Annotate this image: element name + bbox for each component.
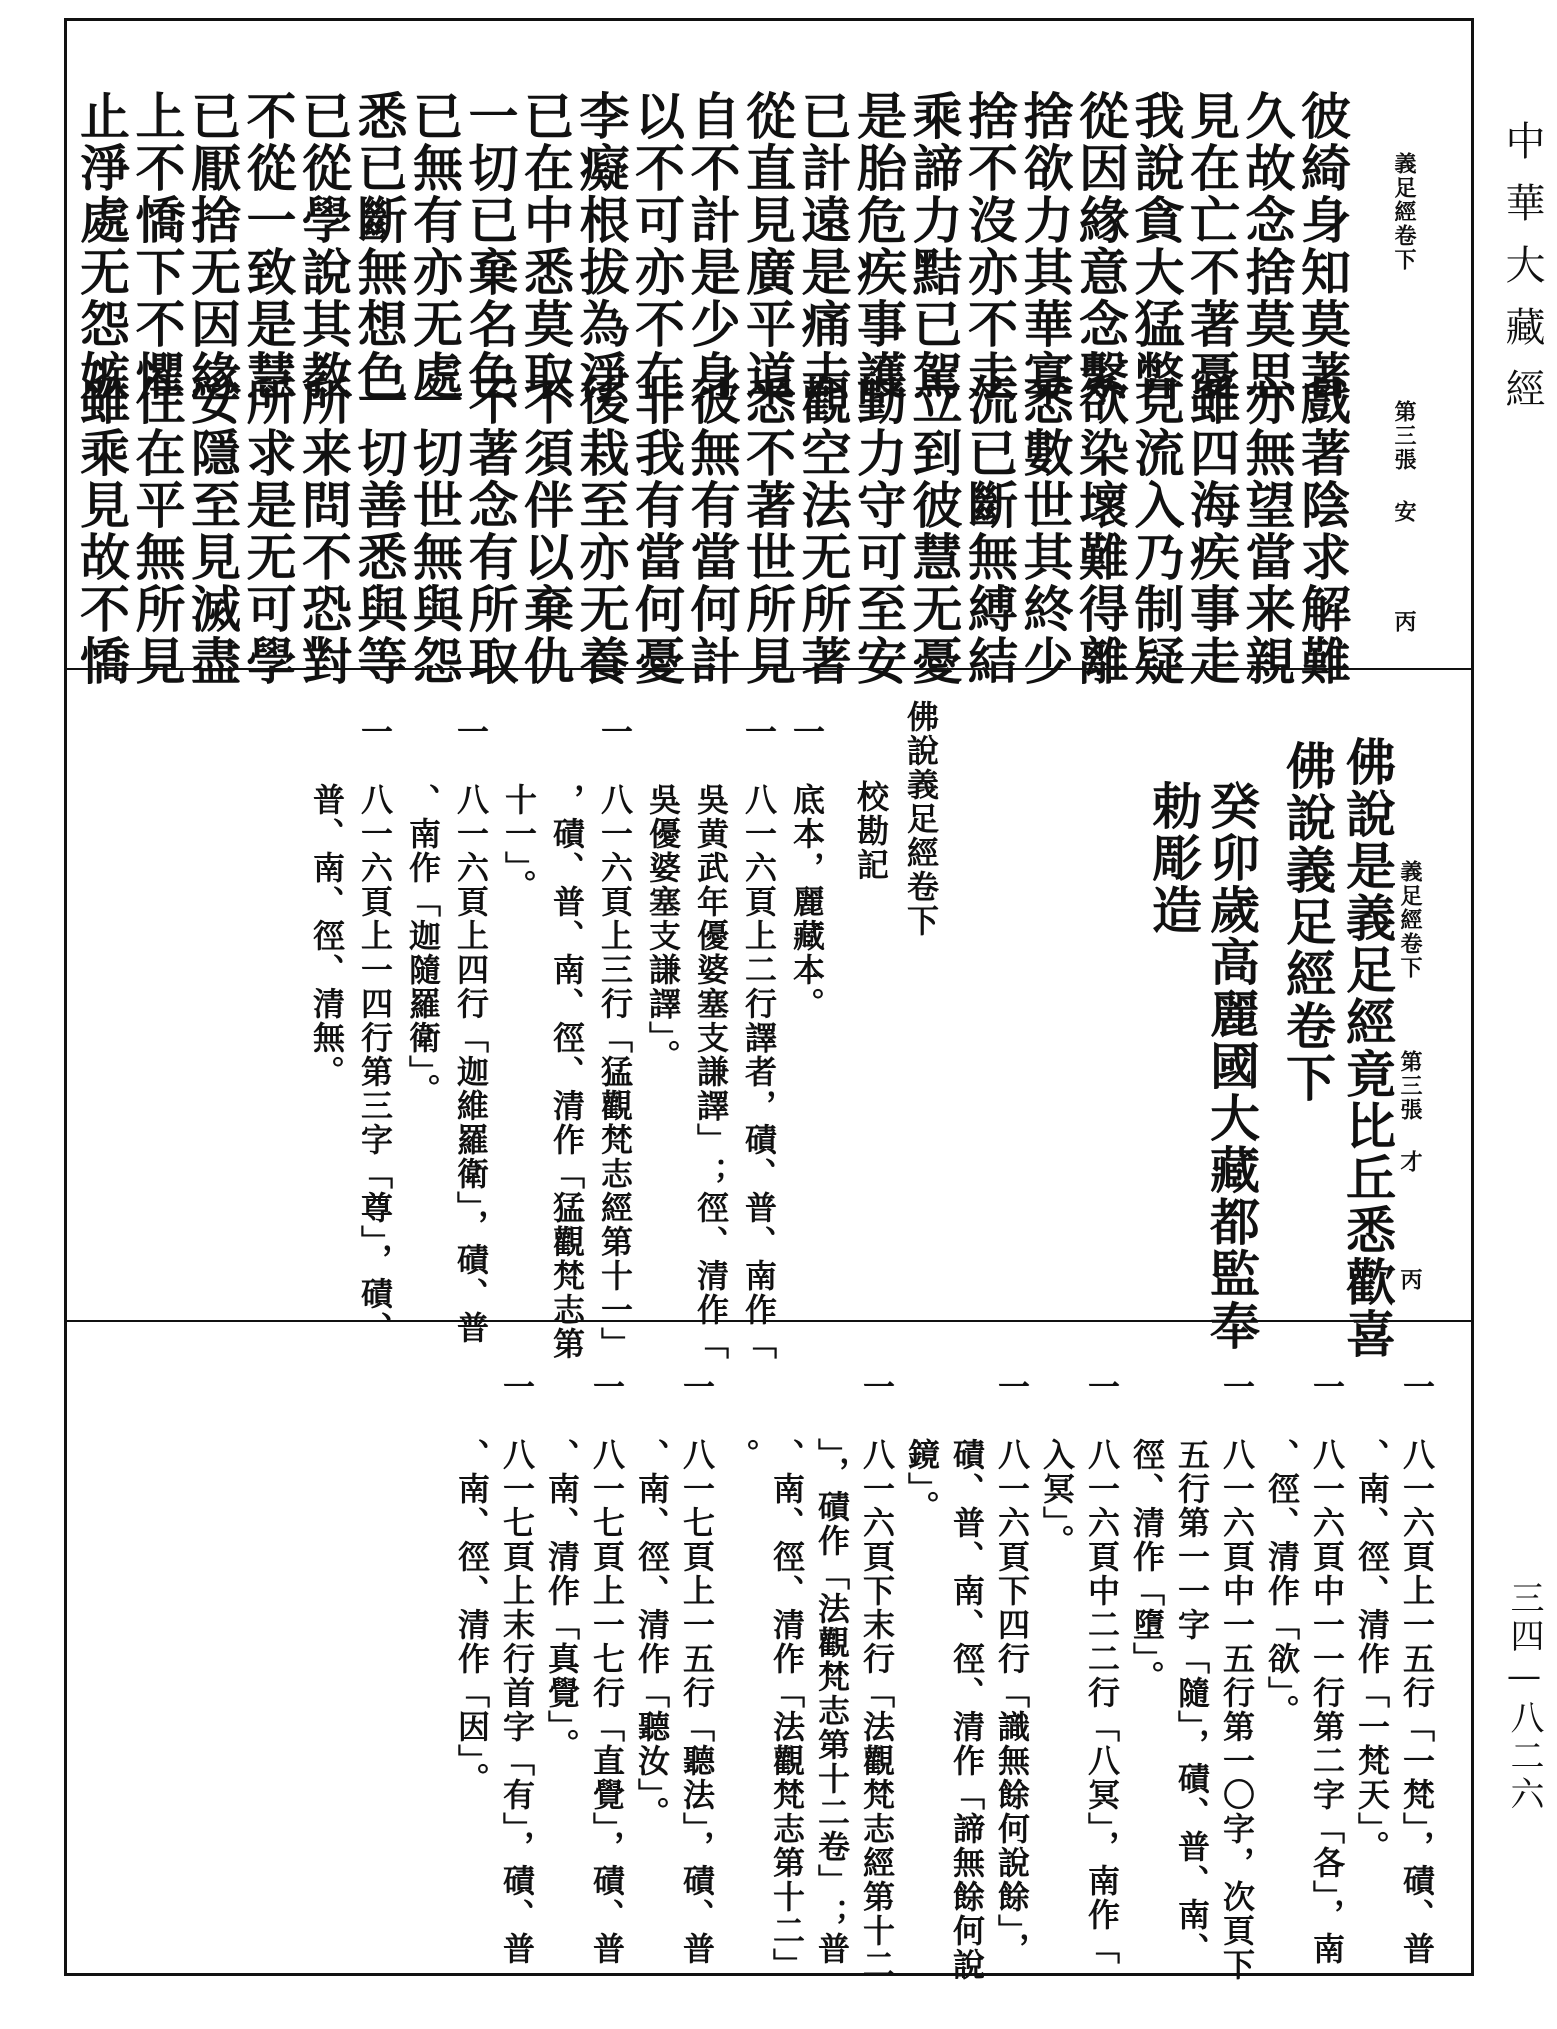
running-head-mark: 丙 xyxy=(1397,1268,1423,1292)
verse-column: 見流入乃制疑 xyxy=(1126,375,1186,687)
collation-note-line: 、南、徑、清作「聽汝」。 xyxy=(633,1370,671,1830)
collation-note-line: ，磧、普、南、徑、清作「猛觀梵志第 xyxy=(548,715,586,1361)
verse-column: 悉數世其終少 xyxy=(1015,375,1075,687)
verse-column: 久故念捨莫思 xyxy=(1237,90,1297,402)
collation-note-line: 、徑、清作「欲」。 xyxy=(1263,1370,1301,1728)
verse-column: 我說貪大猛弊 xyxy=(1126,90,1186,402)
collation-title: 佛說義足經卷下 xyxy=(902,700,940,938)
collation-note-line: 一 八一六頁上四行「迦維羅衛」，磧、普 xyxy=(452,715,490,1345)
verse-column: 一切善悉與等 xyxy=(349,375,409,687)
verse-column: 住在平無所見 xyxy=(127,375,187,687)
closing-line: 佛說是義足經竟比丘悉歡喜 xyxy=(1338,736,1397,1360)
verse-column: 乘諦力黠已駕 xyxy=(904,90,964,402)
collation-note-line: 一 八一六頁下四行「識無餘何說餘」， xyxy=(993,1370,1031,1966)
verse-column: 彼無有當何計 xyxy=(682,375,742,687)
collation-note-line: 」，磧作「法觀梵志第十二卷」；普 xyxy=(813,1370,851,1966)
collation-note-line: 入冥」。 xyxy=(1038,1370,1076,1558)
sutra-name: 佛說義足經卷下 xyxy=(1278,740,1337,1104)
collation-note-line: 一 八一七頁上末行首字「有」，磧、普 xyxy=(498,1370,536,1966)
verse-column: 不須伴以棄仇 xyxy=(516,375,575,687)
collation-note-line: 一 底本，麗藏本。 xyxy=(788,715,826,1021)
page-number: 三四—八二六 xyxy=(1504,1580,1544,1814)
verse-column: 不從一致是慧 xyxy=(238,90,298,402)
verse-column: 見在亡不著憂 xyxy=(1182,90,1241,402)
verse-column: 一切已棄名色 xyxy=(460,90,520,402)
verse-column: 後栽至亦无養 xyxy=(571,375,631,687)
verse-column: 勤力守可至安 xyxy=(849,375,908,687)
collation-note-line: 磧、普、南、徑、清作「諦無餘何說 xyxy=(948,1370,986,1982)
verse-column: 已無有亦无處 xyxy=(405,90,464,402)
collation-note-line: 鏡」。 xyxy=(903,1370,941,1524)
verse-column: 已計遠是痛去 xyxy=(793,90,853,402)
verse-column: 李癡根拔為淨 xyxy=(571,90,631,402)
collation-note-line: 。 xyxy=(723,1370,761,1472)
verse-column: 所求是无可學 xyxy=(238,375,298,687)
collation-note-line: 、南、清作「真覺」。 xyxy=(543,1370,581,1762)
collation-note-line: 徑、清作「墮」。 xyxy=(1128,1370,1166,1694)
verse-column: 已在中悉莫取 xyxy=(516,90,575,402)
collation-note-line: 一 八一六頁中一一行第二字「各」，南 xyxy=(1308,1370,1346,1966)
collation-subtitle: 校勘記 xyxy=(852,780,890,882)
collation-note-line: 一 八一六頁上一五行「一梵」，磧、普 xyxy=(1398,1370,1436,1966)
verse-column: 從直見廣平道 xyxy=(738,90,797,402)
verse-column: 捨不沒亦不走 xyxy=(960,90,1019,402)
verse-column: 流已斷無縛結 xyxy=(960,375,1019,687)
verse-column: 非我有當何憂 xyxy=(627,375,686,687)
running-head-mark: 丙 xyxy=(1391,610,1417,634)
collation-note-line: 一 八一七頁上一七行「直覺」，磧、普 xyxy=(588,1370,626,1966)
collation-note-line: 普、南、徑、清無。 xyxy=(308,715,346,1089)
verse-column: 悉已斷無想色 xyxy=(349,90,409,402)
verse-column: 彼綺身知莫著 xyxy=(1293,90,1352,402)
collation-note-line: 一 八一六頁上二行譯者，磧、普、南作「 xyxy=(740,715,778,1361)
verse-column: 雖乘見故不憍 xyxy=(72,375,131,687)
collation-note-line: 十一」。 xyxy=(500,715,538,903)
verse-column: 欲染壞難得離 xyxy=(1071,375,1130,687)
verse-column: 一切世無與怨 xyxy=(405,375,464,687)
collation-note-line: 、南、徑、清作「因」。 xyxy=(453,1370,491,1796)
collation-note-line: 一 八一六頁中一五行第一〇字，次頁下 xyxy=(1218,1370,1256,1982)
collation-note-line: 吳優婆塞支謙譯」。 xyxy=(644,715,682,1073)
running-head: 義足經卷下 xyxy=(1391,152,1417,272)
verse-column: 從因緣意念繫 xyxy=(1071,90,1130,402)
collation-note-line: 、南作「迦隨羅衛」。 xyxy=(404,715,442,1107)
verse-column: 是胎危疾事護 xyxy=(849,90,908,402)
verse-column: 止淨處无怨嫉 xyxy=(72,90,131,402)
collation-note-line: 一 八一六頁下末行「法觀梵志經第十二 xyxy=(858,1370,896,1982)
verse-column: 不著念有所取 xyxy=(460,375,520,687)
collation-note-line: 一 八一七頁上一五行「聽法」，磧、普 xyxy=(678,1370,716,1966)
verse-column: 已從學說其教 xyxy=(294,90,353,402)
collation-note-line: 吳黄武年優婆塞支謙譯」；徑、清作「 xyxy=(692,715,730,1361)
collection-title: 中華大藏經 xyxy=(1499,120,1545,430)
verse-column: 立到彼慧无憂 xyxy=(904,375,964,687)
verse-column: 自不計是少身 xyxy=(682,90,742,402)
colophon-line-1: 癸卯歲高麗國大藏都監奉 xyxy=(1202,780,1261,1352)
collation-note-line: 五行第一一字「隨」，磧、普、南、 xyxy=(1173,1370,1211,1966)
verse-column: 亦無望當来親 xyxy=(1237,375,1297,687)
verse-column: 戲著陰求解難 xyxy=(1293,375,1352,687)
running-head-leaf: 第三張 才 xyxy=(1397,1050,1423,1174)
collation-note-line: 一 八一六頁上三行「猛觀梵志經第十一」 xyxy=(596,715,634,1361)
verse-column: 已厭捨无因緣 xyxy=(183,90,242,402)
verse-column: 以不可亦不在 xyxy=(627,90,686,402)
verse-column: 捨欲力其華寡 xyxy=(1015,90,1075,402)
running-head-leaf: 第三張 安 xyxy=(1391,400,1417,524)
collation-note-line: 、南、徑、清作「法觀梵志第十二」 xyxy=(768,1370,806,1982)
verse-column: 上不憍下不懼 xyxy=(127,90,187,402)
running-head: 義足經卷下 xyxy=(1397,860,1423,980)
collation-note-line: 一 八一六頁中二二行「八冥」，南作「 xyxy=(1083,1370,1121,1966)
collation-note-line: 一 八一六頁上一四行第三字「尊」，磧、 xyxy=(356,715,394,1345)
colophon-line-2: 勅彫造 xyxy=(1144,780,1203,936)
verse-column: 觀空法无所著 xyxy=(793,375,853,687)
collation-note-line: 、南、徑、清作「一梵天」。 xyxy=(1353,1370,1391,1864)
verse-column: 安隱至見滅盡 xyxy=(183,375,242,687)
verse-column: 所来問不恐對 xyxy=(294,375,353,687)
verse-column: 悉不著世所見 xyxy=(738,375,797,687)
verse-column: 雖四海疾事走 xyxy=(1182,375,1241,687)
